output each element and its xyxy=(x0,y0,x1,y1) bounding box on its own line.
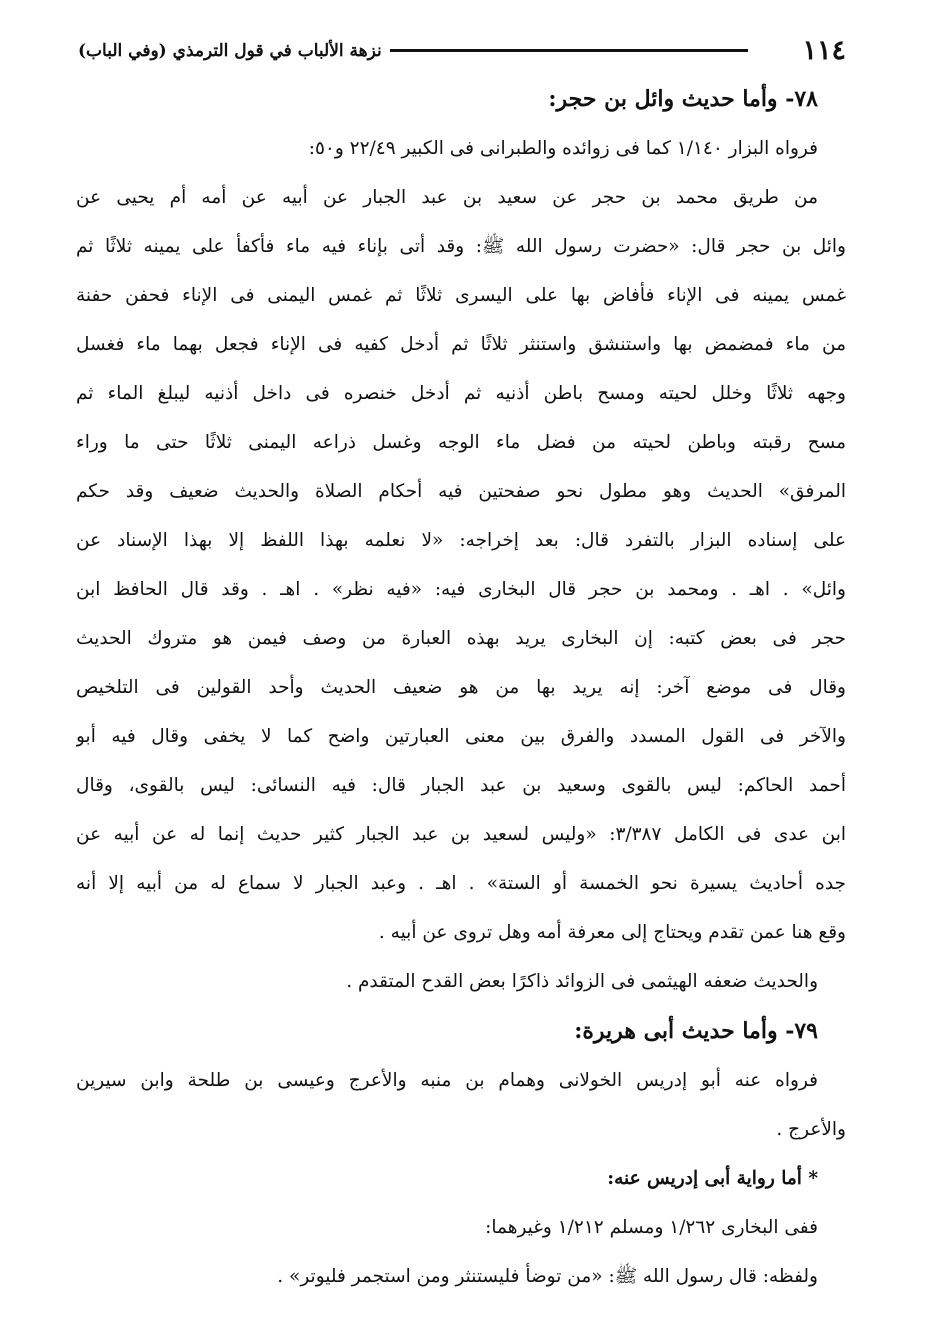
text-line: وجهه ثلاثًا وخلل لحيته ومسح باطن أذنيه ثم أدخل خنصره فى داخل أذنيه ليبلغ الماء ثم xyxy=(76,383,846,404)
text-line: وقال فى موضع آخر: إنه يريد بها من هو ضعيف الحديث وأحد القولين فى التلخيص xyxy=(76,677,846,698)
text-line: أحمد الحاكم: ليس بالقوى وسعيد بن عبد الجبار قال: فيه النسائى: ليس بالقوى، وقال xyxy=(76,775,846,796)
text-line: وائل بن حجر قال: «حضرت رسول الله ﷺ: وقد أتى بإناء فيه ماء فأكفأ على يمينه ثلاثًا ثم xyxy=(76,236,846,257)
header-rule xyxy=(390,49,748,52)
subheading: * أما رواية أبى إدريس عنه: xyxy=(607,1168,818,1189)
text-line: والأعرج . xyxy=(776,1119,846,1140)
text-line: مسح رقبته وباطن لحيته من فضل ماء الوجه وغسل ذراعه اليمنى ثلاثًا حتى ما وراء xyxy=(76,432,846,453)
text-line: غمس يمينه فى الإناء فأفاض بها على اليسرى ثلاثًا ثم غمس اليمنى فى الإناء فحفن حفنة xyxy=(76,285,846,306)
text-line: على إسناده البزار بالتفرد قال: بعد إخراجه: «لا نعلمه بهذا اللفظ إلا بهذا الإسناد عن xyxy=(76,530,846,551)
text-line: من ماء فمضمض بها واستنشق واستنثر ثلاثًا ثم أدخل كفيه فى الإناء فجعل بهما ماء فغسل xyxy=(76,334,846,355)
text-line: وقع هنا عمن تقدم ويحتاج إلى معرفة أمه وهل تروى عن أبيه . xyxy=(378,922,846,943)
text-line: وائل» . اهـ . ومحمد بن حجر قال البخارى فيه: «فيه نظر» . اهـ . وقد قال الحافظ ابن xyxy=(76,579,846,600)
text-line: فرواه عنه أبو إدريس الخولانى وهمام بن منبه والأعرج وعيسى بن طلحة وابن سيرين xyxy=(76,1070,818,1091)
text-line: ولفظه: قال رسول الله ﷺ: «من توضأ فليستنثر ومن استجمر فليوتر» . xyxy=(277,1266,818,1287)
running-title: نزهة الألباب في قول الترمذي (وفي الباب) xyxy=(78,41,382,61)
text-line: والحديث ضعفه الهيثمى فى الزوائد ذاكرًا بعض القدح المتقدم . xyxy=(346,971,818,992)
text-line: والآخر فى القول المسدد والفرق بين معنى العبارتين واضح كما لا يخفى وقال فيه أبو xyxy=(76,726,846,747)
text-line: المرفق» الحديث وهو مطول نحو صفحتين فيه أحكام الصلاة والحديث ضعيف وقد حكم xyxy=(76,481,846,502)
section-heading: ٧٨- وأما حديث وائل بن حجر: xyxy=(548,86,818,112)
page-body xyxy=(76,84,846,1311)
text-line: حجر فى بعض كتبه: إن البخارى يريد بهذه العبارة من وصف فيمن هو متروك الحديث xyxy=(76,628,846,649)
text-line: ففى البخارى ١/٢٦٢ ومسلم ١/٢١٢ وغيرهما: xyxy=(485,1217,818,1238)
section-heading: ٧٩- وأما حديث أبى هريرة: xyxy=(574,1018,818,1044)
text-line: ابن عدى فى الكامل ٣/٣٨٧: «وليس لسعيد بن عبد الجبار كثير حديث إنما له عن أبيه عن xyxy=(76,824,846,845)
page-header xyxy=(78,34,846,74)
page-number: ١١٤ xyxy=(802,35,846,66)
text-line: فرواه البزار ١/١٤٠ كما فى زوائده والطبرانى فى الكبير ٢٢/٤٩ و٥٠: xyxy=(308,138,818,159)
text-line: جده أحاديث يسيرة نحو الخمسة أو الستة» . اهـ . وعبد الجبار لا سماع له من أبيه إلا أنه xyxy=(76,873,846,894)
text-line: من طريق محمد بن حجر عن سعيد بن عبد الجبار عن أبيه عن أمه أم يحيى عن xyxy=(76,187,818,208)
